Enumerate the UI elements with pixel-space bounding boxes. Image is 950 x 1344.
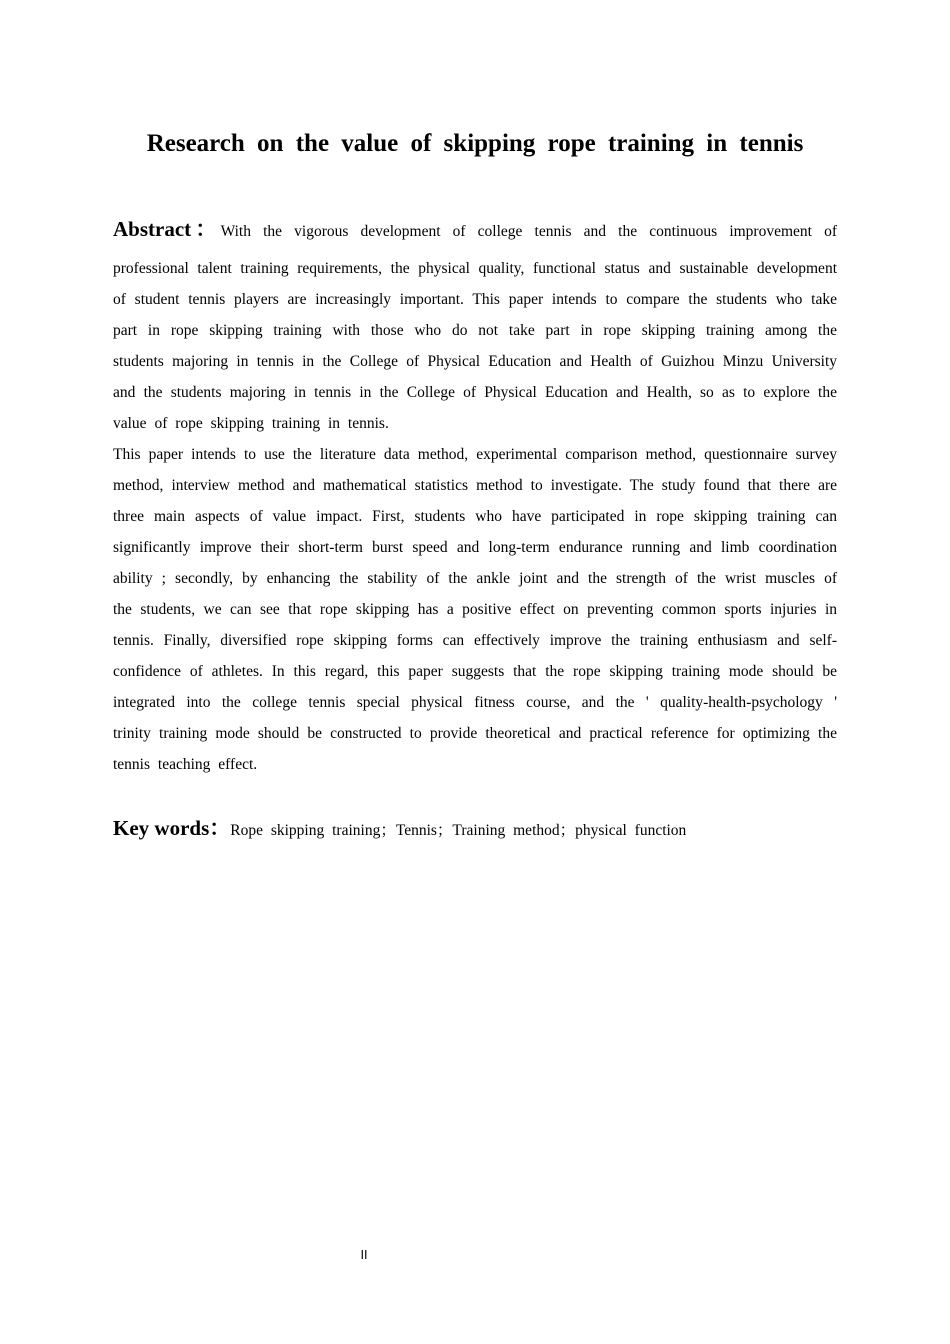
abstract-label: Abstract： <box>113 217 221 241</box>
page-number: II <box>360 1248 368 1262</box>
abstract-first-line-text: With the vigorous development of college tennis and the continuous improvement of <box>220 223 837 240</box>
abstract-first-line <box>113 210 837 251</box>
abstract-section <box>113 210 837 780</box>
keywords-label: Key words： <box>113 816 231 840</box>
abstract-paragraph-1 <box>113 210 837 439</box>
keywords-text: Rope skipping training；Tennis；Training method；physical function <box>230 822 687 839</box>
abstract-paragraph-2: This paper intends to use the literature data method, experimental comparison method, questionnaire survey method, interview method and mathematical statistics method to investigate. The study found that there are three main aspects of value impact. First, students who have participated in rope skipping training can significantly improve their short-term burst speed and long-term endurance running and limb coordination ability ; secondly, by enhancing the stability of the ankle joint and the strength of the wrist muscles of the students, we can see that rope skipping has a positive effect on preventing common sports injuries in tennis. Finally, diversified rope skipping forms can effectively improve the training enthusiasm and self-confidence of athletes. In this regard, this paper suggests that the rope skipping training mode should be integrated into the college tennis special physical fitness course, and the ' quality-health-psychology ' trinity training mode should be constructed to provide theoretical and practical reference for optimizing the tennis teaching effect. <box>113 446 837 773</box>
abstract-paragraph-1-rest: professional talent training requirements, the physical quality, functional status and sustainable development of student tennis players are increasingly important. This paper intends to compare the students who take part in rope skipping training with those who do not take part in rope skipping training among the students majoring in tennis in the College of Physical Education and Health of Guizhou Minzu University and the students majoring in tennis in the College of Physical Education and Health, so as to explore the value of rope skipping training in tennis. <box>113 260 837 432</box>
keywords-section <box>113 812 837 847</box>
paper-title: Research on the value of skipping rope training in tennis <box>146 130 804 157</box>
